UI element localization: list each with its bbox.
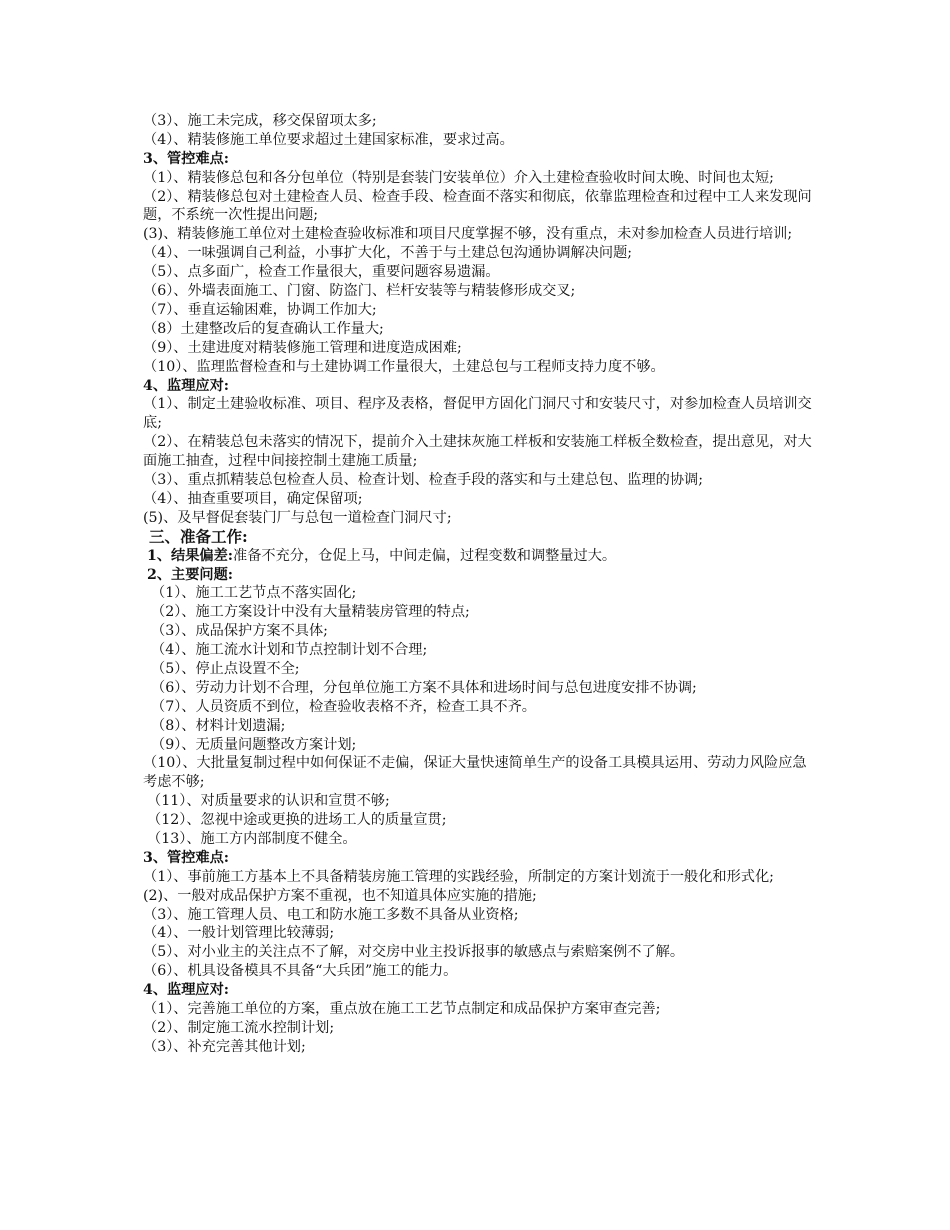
- text-line: 4、监理应对:: [143, 982, 230, 999]
- text-line: （4）、施工流水计划和节点控制计划不合理;: [151, 642, 428, 659]
- text-line: （1）、制定土建验收标准、项目、程序及表格，督促甲方固化门洞尺寸和安装尺寸，对参加检查人员培训交底;: [143, 396, 812, 432]
- text-line: （9）、土建进度对精装修施工管理和进度造成困难;: [143, 339, 462, 356]
- text-line: （10）、大批量复制过程中如何保证不走偏，保证大量快速简单生产的设备工具模具运用、劳动力风险应急考虑不够;: [143, 755, 807, 791]
- text-line: （1）、精装修总包和各分包单位（特别是套装门安装单位）介入土建检查验收时间太晚、时间也太短;: [143, 169, 774, 186]
- text-line: (2)、一般对成品保护方案不重视，也不知道具体应实施的措施;: [143, 887, 537, 904]
- text-line: 3、管控难点:: [143, 150, 230, 167]
- text-line: （3）、施工管理人员、电工和防水施工多数不具备从业资格;: [143, 906, 519, 923]
- text-line: [143, 547, 815, 566]
- text-line: （3）、成品保护方案不具体;: [151, 623, 328, 640]
- text-line: （3）、重点抓精装总包检查人员、检查计划、检查手段的落实和与土建总包、监理的协调;: [143, 472, 704, 489]
- text-line: （8）土建整改后的复查确认工作量大;: [143, 320, 384, 337]
- text-line: （6）、劳动力计划不合理，分包单位施工方案不具体和进场时间与总包进度安排不协调;: [151, 679, 697, 696]
- text-line: 2、主要问题:: [147, 566, 234, 583]
- line-heading: 1、结果偏差:: [147, 547, 234, 564]
- line-text: 准备不充分，仓促上马，中间走偏，过程变数和调整量过大。: [233, 547, 617, 564]
- text-line: （5）、对小业主的关注点不了解，对交房中业主投诉报事的敏感点与索赔案例不了解。: [143, 944, 685, 961]
- text-line: (3)、精装修施工单位对土建检查验收标准和项目尺度掌握不够，没有重点，未对参加检查人员进行培训;: [143, 226, 793, 243]
- text-line: （5）、点多面广，检查工作量很大，重要问题容易遗漏。: [143, 264, 500, 281]
- text-line: （2）、在精装总包未落实的情况下，提前介入土建抹灰施工样板和安装施工样板全数检查，提出意见，对大面施工抽查，过程中间接控制土建施工质量;: [143, 434, 812, 470]
- text-line: （4）、抽查重要项目，确定保留项;: [143, 490, 363, 507]
- text-line: 4、监理应对:: [143, 377, 230, 394]
- text-line: （2）、制定施工流水控制计划;: [143, 1019, 335, 1036]
- text-line: （3）、施工未完成，移交保留项太多;: [143, 113, 377, 129]
- text-line: （6）、外墙表面施工、门窗、防盗门、栏杆安装等与精装修形成交叉;: [143, 283, 576, 300]
- text-line: （1）、事前施工方基本上不具备精装房施工管理的实践经验，所制定的方案计划流于一般化和形式化;: [143, 868, 774, 885]
- text-line: （13）、施工方内部制度不健全。: [147, 831, 357, 847]
- text-line: （1）、完善施工单位的方案，重点放在施工工艺节点制定和成品保护方案审查完善;: [143, 1001, 661, 1018]
- text-line: （5）、停止点设置不全;: [151, 660, 300, 677]
- text-line: （9）、无质量问题整改方案计划;: [151, 736, 357, 753]
- document-body: [143, 112, 815, 1057]
- text-line: （3）、补充完善其他计划;: [143, 1038, 306, 1055]
- text-line: （1）、施工工艺节点不落实固化;: [151, 585, 357, 602]
- text-line: （2）、施工方案设计中没有大量精装房管理的特点;: [151, 604, 470, 621]
- text-line: （12）、忽视中途或更换的进场工人的质量宣贯;: [147, 812, 447, 829]
- text-line: 三、准备工作:: [149, 526, 248, 546]
- text-line: （10）、监理监督检查和与土建协调工作量很大，土建总包与工程师支持力度不够。: [143, 358, 665, 375]
- text-line: 3、管控难点:: [143, 849, 230, 866]
- text-line: （4）、一味强调自己利益，小事扩大化，不善于与土建总包沟通协调解决问题;: [143, 245, 633, 262]
- text-line: （2）、精装修总包对土建检查人员、检查手段、检查面不落实和彻底，依靠监理检查和过程中工人来发现问题，不系统一次性提出问题;: [143, 188, 812, 224]
- text-line: （7）、人员资质不到位，检查验收表格不齐，检查工具不齐。: [151, 698, 536, 715]
- text-line: （6）、机具设备模具不具备“大兵团”施工的能力。: [143, 963, 458, 980]
- text-line: （4）、精装修施工单位要求超过土建国家标准，要求过高。: [143, 131, 514, 148]
- text-line: （11）、对质量要求的认识和宣贯不够;: [147, 793, 390, 810]
- text-line: (5)、及早督促套装门厂与总包一道检查门洞尺寸;: [143, 509, 452, 526]
- text-line: （7）、垂直运输困难，协调工作加大;: [143, 301, 377, 318]
- text-line: （8）、材料计划遗漏;: [151, 717, 286, 734]
- text-line: （4）、一般计划管理比较薄弱;: [143, 925, 335, 942]
